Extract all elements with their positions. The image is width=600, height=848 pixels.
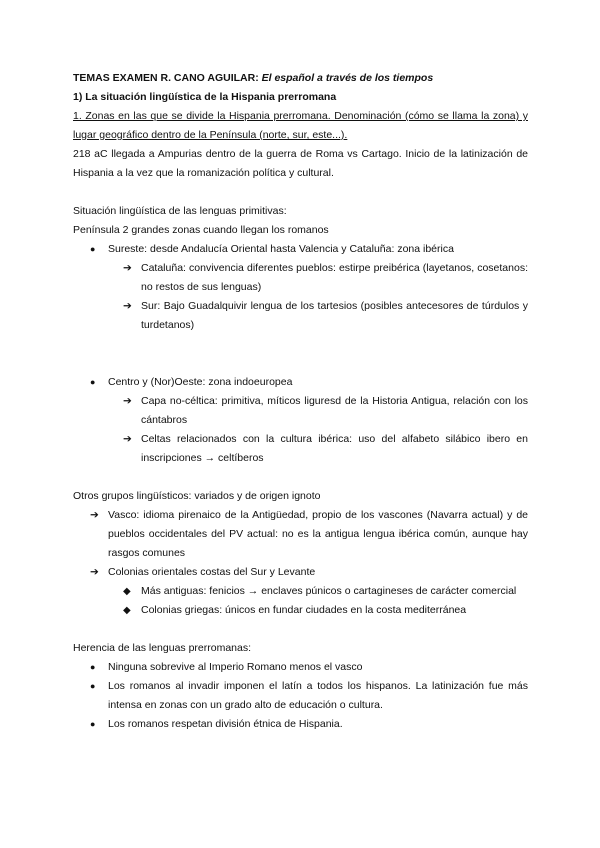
title-bold: TEMAS EXAMEN R. CANO AGUILAR:	[73, 72, 259, 84]
zone-list	[73, 240, 528, 335]
bullet-icon: ●	[90, 719, 96, 729]
list-item: ● Sureste: desde Andalucía Oriental hasta Valencia y Cataluña: zona ibérica	[73, 240, 528, 259]
list-item: ➔ Cataluña: convivencia diferentes pueblos: estirpe preibérica (layetanos, cosetanos: no restos de sus lenguas)	[73, 259, 528, 297]
list-item: ● Ninguna sobrevive al Imperio Romano menos el vasco	[73, 658, 528, 677]
arrow-icon: ➔	[123, 300, 132, 312]
legacy-heading: Herencia de las lenguas prerromanas:	[73, 642, 252, 654]
list-item: ● Los romanos respetan división étnica de Hispania.	[73, 715, 528, 734]
document-content	[73, 69, 528, 734]
section-heading: 1) La situación lingüística de la Hispania prerromana	[73, 91, 337, 103]
arrow-icon: ➔	[90, 566, 99, 578]
legacy-list	[73, 658, 528, 734]
list-item: ➔ Sur: Bajo Guadalquivir lengua de los tartesios (posibles antecesores de túrdulos y turdetanos)	[73, 297, 528, 335]
document-title	[73, 69, 528, 88]
title-italic: El español a través de los tiempos	[261, 72, 434, 84]
arrow-icon: ➔	[123, 262, 132, 274]
diamond-icon: ◆	[123, 586, 131, 597]
primitive-subheading: Península 2 grandes zonas cuando llegan los romanos	[73, 224, 329, 236]
diamond-icon: ◆	[123, 605, 131, 616]
arrow-icon: ➔	[90, 509, 99, 521]
zone-list	[73, 373, 528, 468]
bullet-icon: ●	[90, 377, 96, 387]
question-prompt: 1. Zonas en las que se divide la Hispania prerromana. Denominación (cómo se llama la zona) y lugar geográfico dentro de la Península (norte, sur, este...).	[73, 110, 528, 141]
others-heading: Otros grupos lingüísticos: variados y de origen ignoto	[73, 490, 321, 502]
list-item: ◆ Más antiguas: fenicios → enclaves púnicos o cartagineses de carácter comercial	[73, 582, 528, 601]
list-item: ➔ Vasco: idioma pirenaico de la Antigüedad, propio de los vascones (Navarra actual) y de pueblos occidentales del PV actual: no es la antigua lengua ibérica común, aunque hay rasgos comunes	[73, 506, 528, 563]
list-item: ◆ Colonias griegas: únicos en fundar ciudades en la costa mediterránea	[73, 601, 528, 620]
intro-paragraph: 218 aC llegada a Ampurias dentro de la guerra de Roma vs Cartago. Inicio de la latinización de Hispania a la vez que la romanización política y cultural.	[73, 148, 528, 179]
list-item: ➔ Capa no-céltica: primitiva, míticos liguresd de la Historia Antigua, relación con los cántabros	[73, 392, 528, 430]
arrow-icon: ➔	[123, 433, 132, 445]
list-item: ● Los romanos al invadir imponen el latín a todos los hispanos. La latinización fue más intensa en zonas con un grado alto de educación o cultura.	[73, 677, 528, 715]
arrow-icon: ➔	[123, 395, 132, 407]
list-item: ➔ Colonias orientales costas del Sur y Levante	[73, 563, 528, 582]
bullet-icon: ●	[90, 681, 96, 691]
primitive-heading: Situación lingüística de las lenguas primitivas:	[73, 205, 287, 217]
list-item: ● Centro y (Nor)Oeste: zona indoeuropea	[73, 373, 528, 392]
bullet-icon: ●	[90, 244, 96, 254]
others-list	[73, 506, 528, 620]
list-item: ➔ Celtas relacionados con la cultura ibérica: uso del alfabeto silábico ibero en inscripciones → celtíberos	[73, 430, 528, 468]
bullet-icon: ●	[90, 662, 96, 672]
